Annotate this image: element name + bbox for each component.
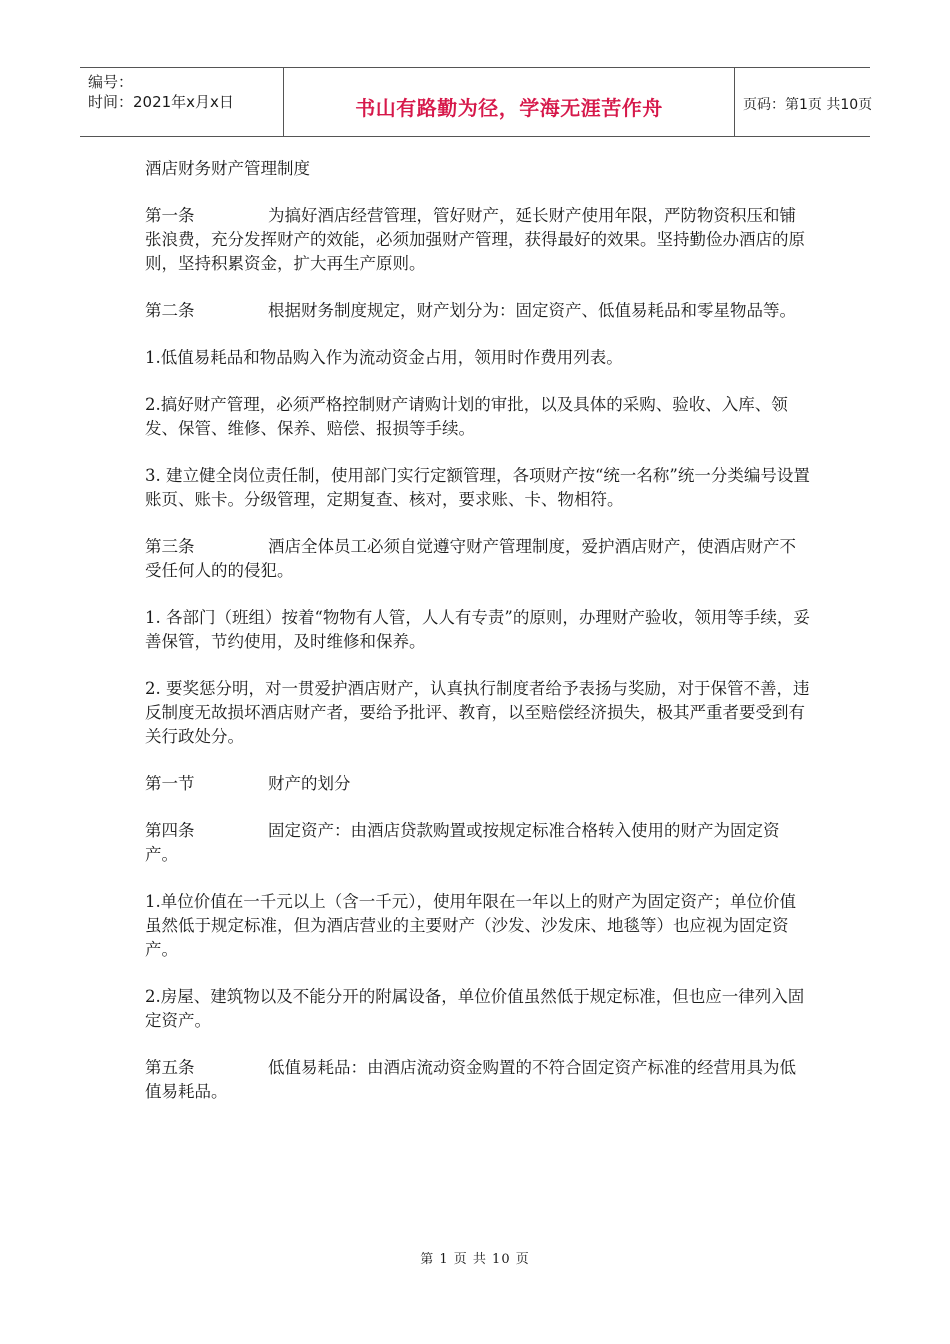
section-title: 财产的划分 (268, 774, 351, 793)
header-meta-cell (80, 68, 284, 136)
paragraph-text: 1. 各部门（班组）按着“物物有人管，人人有专责”的原则，办理财产验收，领用等手续，妥善保管，节约使用，及时维修和保养。 (145, 608, 810, 651)
article-label: 第二条 (145, 301, 195, 320)
paragraph (145, 535, 810, 583)
page-footer: 第 1 页 共 10 页 (420, 1252, 530, 1267)
paragraph-text: 2.房屋、建筑物以及不能分开的附属设备，单位价值虽然低于规定标准，但也应一律列入固定资产。 (145, 987, 805, 1030)
paragraph (145, 985, 810, 1033)
header-motto-cell (284, 68, 735, 136)
paragraph (145, 299, 810, 323)
document-number: 编号： (88, 73, 134, 91)
article-label: 第四条 (145, 821, 195, 840)
paragraph-text: 2. 要奖惩分明，对一贯爱护酒店财产，认真执行制度者给予表扬与奖励，对于保管不善，违反制度无故损坏酒店财产者，要给予批评、教育，以至赔偿经济损失，极其严重者要受到有关行政处分。 (145, 679, 810, 746)
article-label: 第三条 (145, 537, 195, 556)
paragraph (145, 393, 810, 441)
paragraph (145, 346, 810, 370)
paragraph-text: 根据财务制度规定，财产划分为：固定资产、低值易耗品和零星物品等。 (268, 301, 796, 320)
page-header (80, 67, 873, 137)
paragraph (145, 819, 810, 867)
document-date: 时间：2021年x月x日 (88, 93, 234, 111)
paragraph-text: 酒店全体员工必须自觉遵守财产管理制度，爱护酒店财产，使酒店财产不受任何人的的侵犯。 (145, 537, 796, 580)
paragraph-text: 1.单位价值在一千元以上（含一千元），使用年限在一年以上的财产为固定资产；单位价值虽然低于规定标准，但为酒店营业的主要财产（沙发、沙发床、地毯等）也应视为固定资产。 (145, 892, 796, 959)
paragraph-text: 低值易耗品：由酒店流动资金购置的不符合固定资产标准的经营用具为低值易耗品。 (145, 1058, 796, 1101)
paragraph-text: 固定资产：由酒店贷款购置或按规定标准合格转入使用的财产为固定资产。 (145, 821, 780, 864)
header-page-cell (735, 68, 873, 136)
paragraph (145, 890, 810, 962)
paragraph-text: 2.搞好财产管理，必须严格控制财产请购计划的审批，以及具体的采购、验收、入库、领发、保管、维修、保养、赔偿、报损等手续。 (145, 395, 788, 438)
section-label: 第一节 (145, 774, 195, 793)
section-heading (145, 772, 810, 796)
paragraph (145, 677, 810, 749)
page-info: 页码：第1页 共10页 (743, 97, 873, 113)
paragraph (145, 464, 810, 512)
paragraph-text: 3. 建立健全岗位责任制，使用部门实行定额管理，各项财产按“统一名称”统一分类编号设置账页、账卡。分级管理，定期复查、核对，要求账、卡、物相符。 (145, 466, 810, 509)
document-title: 酒店财务财产管理制度 (145, 159, 310, 178)
paragraph (145, 1056, 810, 1104)
document-body (145, 157, 810, 1127)
paragraph (145, 606, 810, 654)
article-label: 第一条 (145, 206, 195, 225)
paragraph-text: 为搞好酒店经营管理，管好财产，延长财产使用年限，严防物资积压和铺张浪费，充分发挥财产的效能，必须加强财产管理，获得最好的效果。坚持勤俭办酒店的原则，坚持积累资金，扩大再生产原则。 (145, 206, 805, 273)
paragraph-text: 1.低值易耗品和物品购入作为流动资金占用，领用时作费用列表。 (145, 348, 623, 367)
paragraph (145, 204, 810, 276)
article-label: 第五条 (145, 1058, 195, 1077)
motto: 书山有路勤为径，学海无涯苦作舟 (355, 96, 663, 120)
